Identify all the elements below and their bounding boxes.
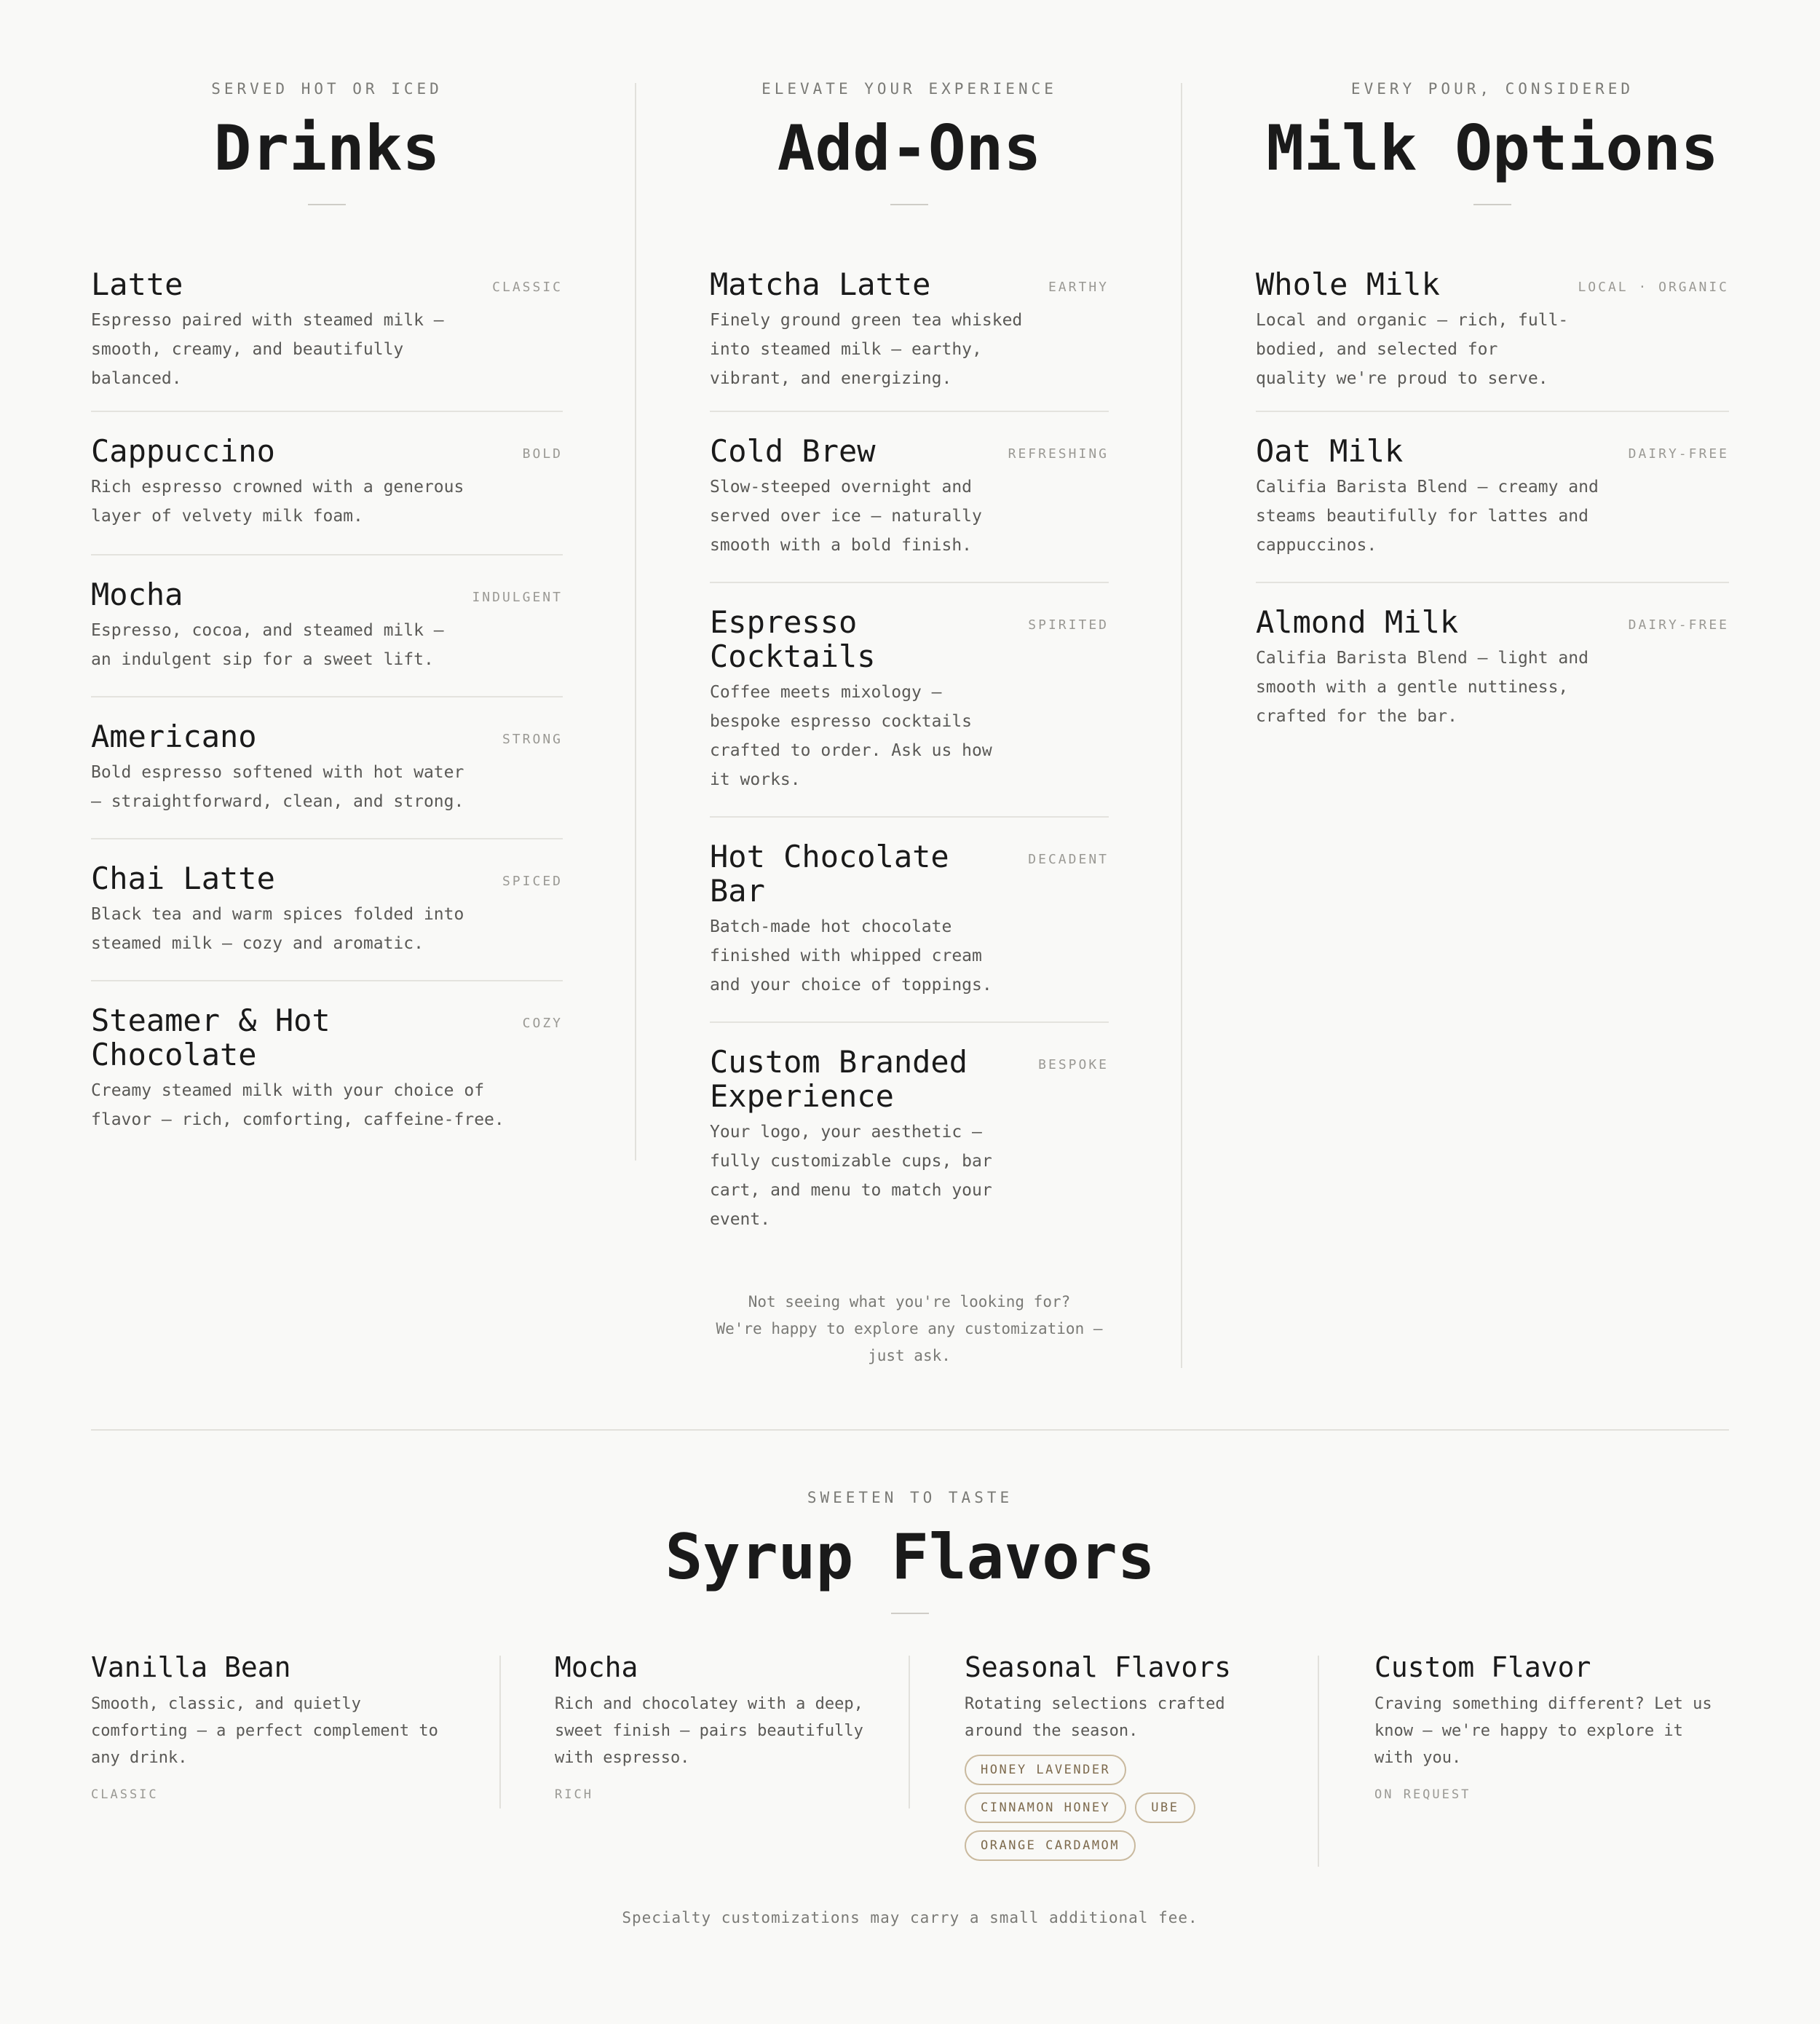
menu-item-name: Oat Milk	[1256, 433, 1404, 469]
menu-item-tag: DAIRY-FREE	[1628, 446, 1729, 462]
syrup-mocha	[555, 1651, 882, 1802]
addons-column	[710, 80, 1109, 1364]
title-rule	[308, 204, 346, 205]
menu-item-name: Chai Latte	[91, 861, 275, 896]
drinks-list	[91, 267, 563, 1134]
menu-item-tag: CLASSIC	[492, 280, 563, 295]
menu-item-desc: Espresso paired with steamed milk — smooth, creamy, and beautifully balanced.	[91, 311, 444, 388]
menu-item-desc: Califia Barista Blend — creamy and steams beautifully for lattes and cappuccinos.	[1256, 478, 1599, 555]
menu-item-tag: COZY	[522, 1016, 563, 1031]
menu-item-desc: Local and organic — rich, full-bodied, and selected for quality we're proud to serve.	[1256, 311, 1569, 388]
menu-item-name: Mocha	[91, 577, 183, 612]
milk-list	[1256, 267, 1729, 731]
flavor-pill-ube: UBE	[1135, 1792, 1195, 1823]
syrup-seasonal-flavors	[965, 1651, 1270, 1868]
menu-item-hot-chocolate-bar	[710, 818, 1109, 1021]
syrups-header	[0, 1489, 1820, 1614]
syrup-vanilla-bean	[91, 1651, 455, 1802]
menu-item-tag: BESPOKE	[1038, 1057, 1109, 1072]
menu-item-tag: BOLD	[522, 446, 563, 462]
menu-item-tag: LOCAL · ORGANIC	[1578, 280, 1729, 295]
customization-note-line: We're happy to explore any customization —	[716, 1320, 1103, 1337]
syrup-divider	[499, 1656, 501, 1808]
drinks-column	[91, 80, 563, 1129]
customization-note-line: just ask.	[868, 1347, 951, 1364]
menu-item-name: Custom Branded Experience	[710, 1044, 968, 1114]
menu-item-espresso-cocktails	[710, 583, 1109, 816]
menu-item-name: Matcha Latte	[710, 266, 931, 302]
menu-item-name: Latte	[91, 266, 183, 302]
syrup-desc: Rotating selections crafted around the season.	[965, 1695, 1225, 1740]
section-divider	[91, 1429, 1729, 1431]
menu-item-desc: Batch-made hot chocolate finished with whipped cream and your choice of toppings.	[710, 917, 992, 995]
syrup-desc: Smooth, classic, and quietly comforting — a perfect complement to any drink.	[91, 1695, 438, 1767]
menu-columns	[91, 80, 1729, 1369]
title-rule	[890, 204, 928, 205]
menu-item-name: Hot Chocolate Bar	[710, 839, 949, 909]
title-rule	[1473, 204, 1511, 205]
syrup-desc: Rich and chocolatey with a deep, sweet finish — pairs beautifully with espresso.	[555, 1695, 863, 1767]
menu-item-americano	[91, 697, 563, 838]
flavor-pill-honey-lavender: HONEY LAVENDER	[965, 1755, 1126, 1785]
column-divider	[1181, 83, 1182, 1368]
menu-item-tag: REFRESHING	[1008, 446, 1109, 462]
flavor-pill-orange-cardamom: ORANGE CARDAMOM	[965, 1830, 1136, 1861]
addons-title: Add-Ons	[777, 112, 1042, 185]
menu-item-steamer-hot-chocolate	[91, 981, 563, 1134]
addons-list	[710, 267, 1109, 1234]
menu-item-name: Cappuccino	[91, 433, 275, 469]
milk-eyebrow: EVERY POUR, CONSIDERED	[1350, 80, 1634, 98]
menu-item-name: Americano	[91, 719, 257, 754]
customization-note-line: Not seeing what you're looking for?	[748, 1293, 1071, 1311]
syrup-name: Custom Flavor	[1374, 1651, 1591, 1683]
syrup-tag: CLASSIC	[91, 1787, 159, 1802]
menu-item-tag: EARTHY	[1048, 280, 1109, 295]
menu-item-latte	[91, 267, 563, 411]
syrup-name: Mocha	[555, 1651, 638, 1683]
menu-item-desc: Your logo, your aesthetic — fully customizable cups, bar cart, and menu to match your event.	[710, 1123, 992, 1229]
syrup-divider	[909, 1656, 910, 1808]
syrup-tag: RICH	[555, 1787, 593, 1802]
menu-item-name: Steamer & Hot Chocolate	[91, 1003, 331, 1072]
column-divider	[635, 83, 636, 1161]
menu-item-desc: Espresso, cocoa, and steamed milk — an indulgent sip for a sweet lift.	[91, 621, 444, 669]
menu-item-cold-brew	[710, 412, 1109, 582]
menu-item-tag: STRONG	[502, 732, 563, 747]
syrup-name: Seasonal Flavors	[965, 1651, 1232, 1683]
menu-item-matcha-latte	[710, 267, 1109, 411]
menu-item-almond-milk	[1256, 583, 1729, 731]
menu-item-tag: DAIRY-FREE	[1628, 617, 1729, 633]
addons-header	[710, 80, 1109, 205]
menu-item-mocha	[91, 556, 563, 696]
fee-footnote: Specialty customizations may carry a small additional fee.	[622, 1909, 1198, 1926]
milk-title: Milk Options	[1266, 112, 1719, 185]
milk-column	[1256, 80, 1729, 726]
addons-eyebrow: ELEVATE YOUR EXPERIENCE	[761, 80, 1057, 98]
menu-item-name: Cold Brew	[710, 433, 876, 469]
menu-item-desc: Finely ground green tea whisked into steamed milk — earthy, vibrant, and energizing.	[710, 311, 1023, 388]
menu-item-desc: Rich espresso crowned with a generous layer of velvety milk foam.	[91, 478, 464, 526]
menu-item-desc: Coffee meets mixology — bespoke espresso cocktails crafted to order. Ask us how it works.	[710, 683, 992, 789]
drinks-title: Drinks	[213, 112, 440, 185]
menu-item-desc: Black tea and warm spices folded into steamed milk — cozy and aromatic.	[91, 905, 464, 953]
menu-item-tag: SPICED	[502, 874, 563, 889]
flavor-pill-cinnamon-honey: CINNAMON HONEY	[965, 1792, 1126, 1823]
menu-item-tag: DECADENT	[1028, 852, 1109, 867]
menu-item-cappuccino	[91, 412, 563, 554]
menu-item-oat-milk	[1256, 412, 1729, 582]
menu-item-desc: Creamy steamed milk with your choice of flavor — rich, comforting, caffeine-free.	[91, 1081, 505, 1129]
drinks-header	[91, 80, 563, 205]
menu-item-name: Whole Milk	[1256, 266, 1440, 302]
syrup-divider	[1318, 1656, 1319, 1867]
milk-header	[1256, 80, 1729, 205]
syrups-title: Syrup Flavors	[665, 1521, 1155, 1594]
syrups-eyebrow: SWEETEN TO TASTE	[807, 1489, 1013, 1506]
menu-item-name: Almond Milk	[1256, 604, 1459, 640]
menu-item-whole-milk	[1256, 267, 1729, 411]
menu-item-custom-branded-experience	[710, 1023, 1109, 1234]
menu-item-desc: Bold espresso softened with hot water — straightforward, clean, and strong.	[91, 763, 464, 811]
syrup-desc: Craving something different? Let us know — we're happy to explore it with you.	[1374, 1695, 1712, 1767]
customization-note	[710, 1289, 1109, 1369]
syrup-name: Vanilla Bean	[91, 1651, 291, 1683]
menu-item-desc: Califia Barista Blend — light and smooth with a gentle nuttiness, crafted for the bar.	[1256, 649, 1588, 726]
menu-item-tag: SPIRITED	[1028, 617, 1109, 633]
title-rule	[891, 1613, 929, 1614]
menu-item-tag: INDULGENT	[472, 590, 563, 605]
menu-item-desc: Slow-steeped overnight and served over ice — naturally smooth with a bold finish.	[710, 478, 982, 555]
syrup-tag: ON REQUEST	[1374, 1787, 1471, 1802]
syrup-custom-flavor	[1374, 1651, 1729, 1802]
menu-item-chai-latte	[91, 839, 563, 980]
drinks-eyebrow: SERVED HOT OR ICED	[211, 80, 443, 98]
menu-item-name: Espresso Cocktails	[710, 604, 876, 674]
seasonal-flavor-pills	[965, 1755, 1227, 1868]
